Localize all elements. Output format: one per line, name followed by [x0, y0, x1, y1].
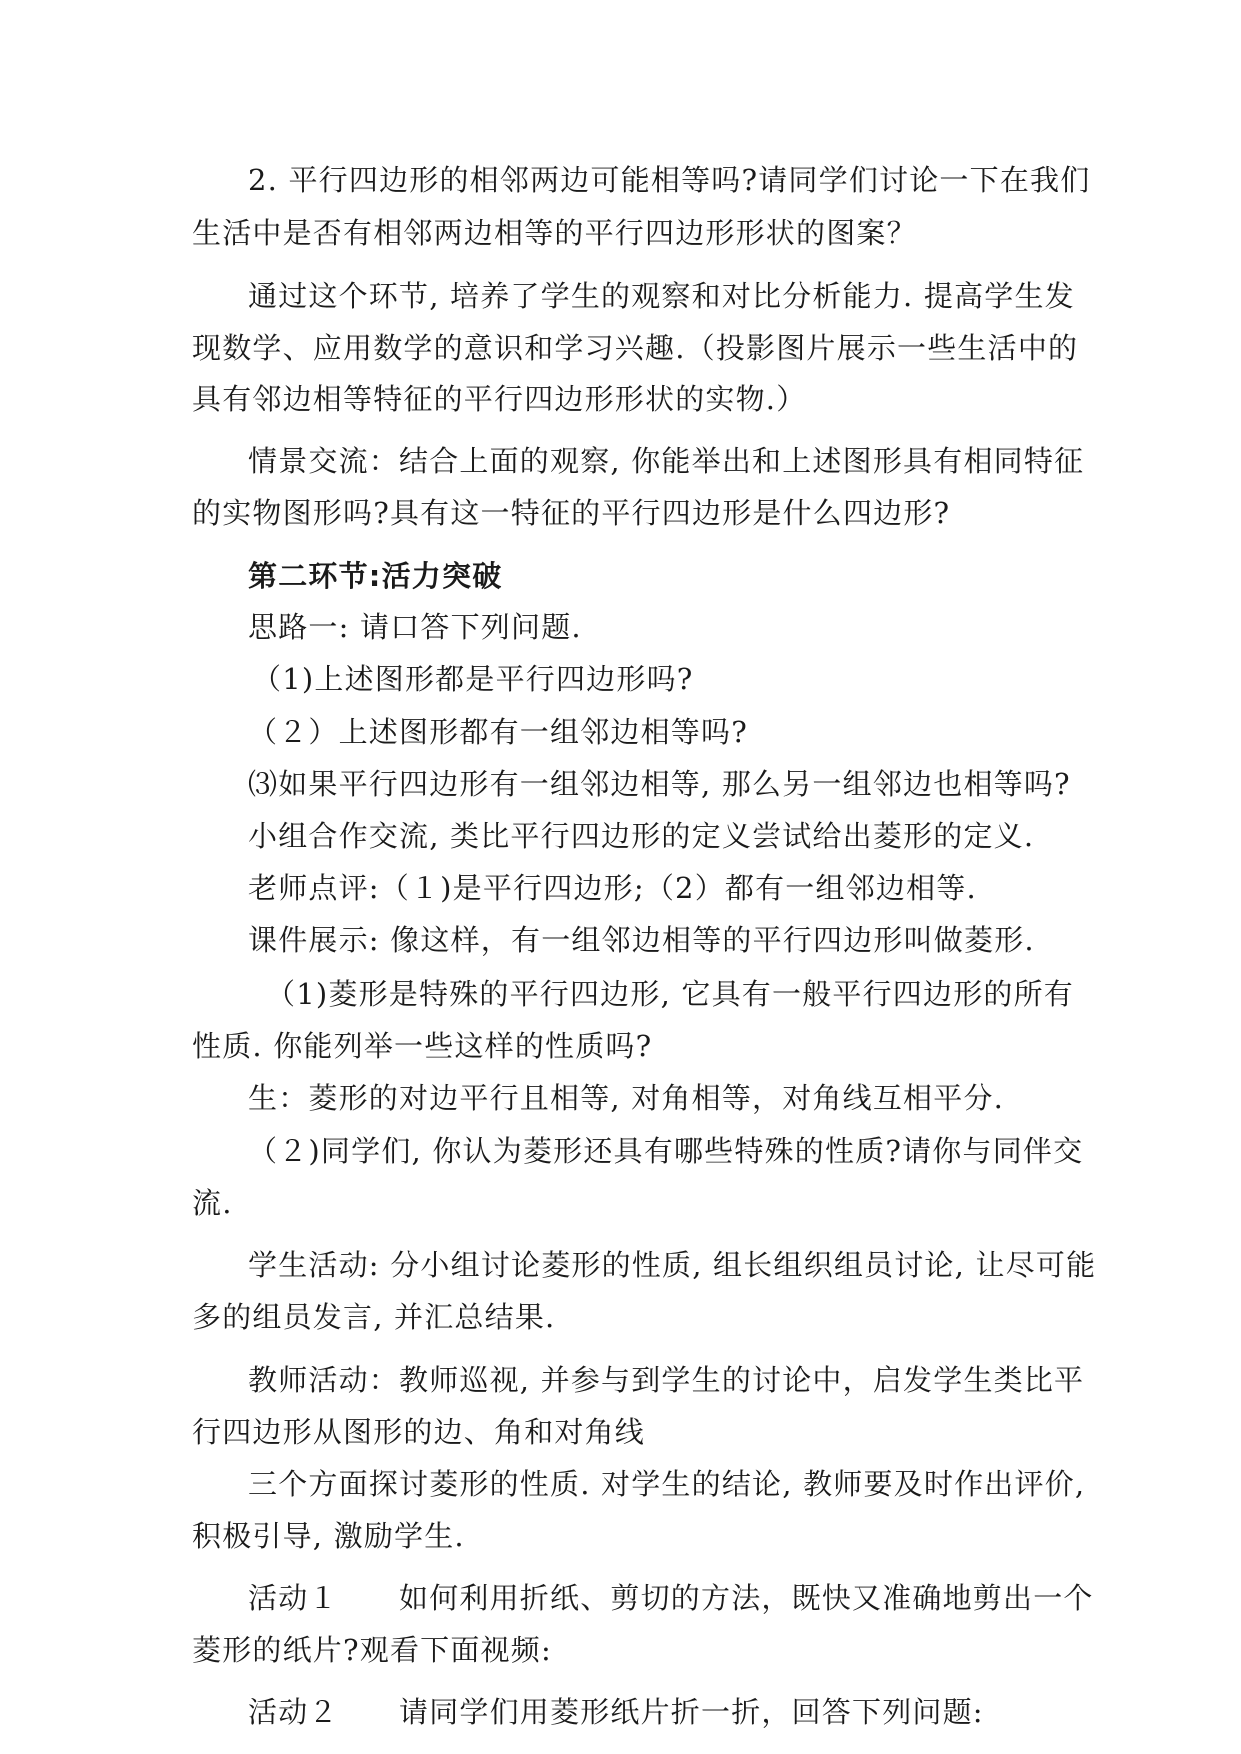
paragraph-line: 具有邻边相等特征的平行四边形形状的实物.）: [192, 382, 807, 416]
paragraph-line: 多的组员发言, 并汇总结果.: [192, 1300, 556, 1334]
paragraph-line: 生活中是否有相邻两边相等的平行四边形形状的图案？: [192, 216, 917, 250]
question-item: （２）上述图形都有一组邻边相等吗?: [248, 715, 748, 749]
paragraph-line: 思路一: 请口答下列问题.: [248, 610, 582, 644]
paragraph-line: 现数学、应用数学的意识和学习兴趣.（投影图片展示一些生活中的: [192, 331, 1079, 365]
paragraph-line: 性质. 你能列举一些这样的性质吗?: [192, 1029, 653, 1063]
paragraph-line: 流.: [192, 1186, 233, 1220]
paragraph-line: 2. 平行四边形的相邻两边可能相等吗?请同学们讨论一下在我们: [248, 163, 1091, 197]
paragraph-line: 三个方面探讨菱形的性质. 对学生的结论, 教师要及时作出评价,: [248, 1467, 1086, 1501]
paragraph-line: （２)同学们, 你认为菱形还具有哪些特殊的性质?请你与同伴交: [248, 1134, 1084, 1168]
paragraph-line: 小组合作交流, 类比平行四边形的定义尝试给出菱形的定义.: [248, 819, 1035, 853]
section-heading: 第二环节:活力突破: [248, 559, 503, 593]
paragraph-line: 生：菱形的对边平行且相等, 对角相等，对角线互相平分.: [248, 1081, 1005, 1115]
paragraph-line: 行四边形从图形的边、角和对角线: [192, 1415, 646, 1449]
paragraph-line: 学生活动: 分小组讨论菱形的性质, 组长组织组员讨论, 让尽可能: [248, 1248, 1097, 1282]
paragraph-line: 教师活动：教师巡视, 并参与到学生的讨论中，启发学生类比平: [248, 1363, 1085, 1397]
paragraph-line: 老师点评:（１)是平行四边形;（2）都有一组邻边相等.: [248, 871, 977, 905]
activity-line: 活动２ 请同学们用菱形纸片折一折，回答下列问题:: [248, 1695, 984, 1729]
paragraph-line: （1)菱形是特殊的平行四边形, 它具有一般平行四边形的所有: [266, 977, 1075, 1011]
question-item: （1)上述图形都是平行四边形吗?: [252, 662, 694, 696]
question-item: ⑶如果平行四边形有一组邻边相等, 那么另一组邻边也相等吗?: [248, 767, 1071, 801]
paragraph-line: 积极引导, 激励学生.: [192, 1519, 465, 1553]
paragraph-line: 通过这个环节, 培养了学生的观察和对比分析能力. 提高学生发: [248, 279, 1075, 313]
paragraph-line: 菱形的纸片?观看下面视频:: [192, 1633, 552, 1667]
paragraph-line: 情景交流：结合上面的观察, 你能举出和上述图形具有相同特征: [248, 444, 1085, 478]
activity-line: 活动１ 如何利用折纸、剪切的方法，既快又准确地剪出一个: [248, 1581, 1094, 1615]
paragraph-line: 课件展示: 像这样，有一组邻边相等的平行四边形叫做菱形.: [248, 923, 1035, 957]
paragraph-line: 的实物图形吗?具有这一特征的平行四边形是什么四边形?: [192, 496, 951, 530]
